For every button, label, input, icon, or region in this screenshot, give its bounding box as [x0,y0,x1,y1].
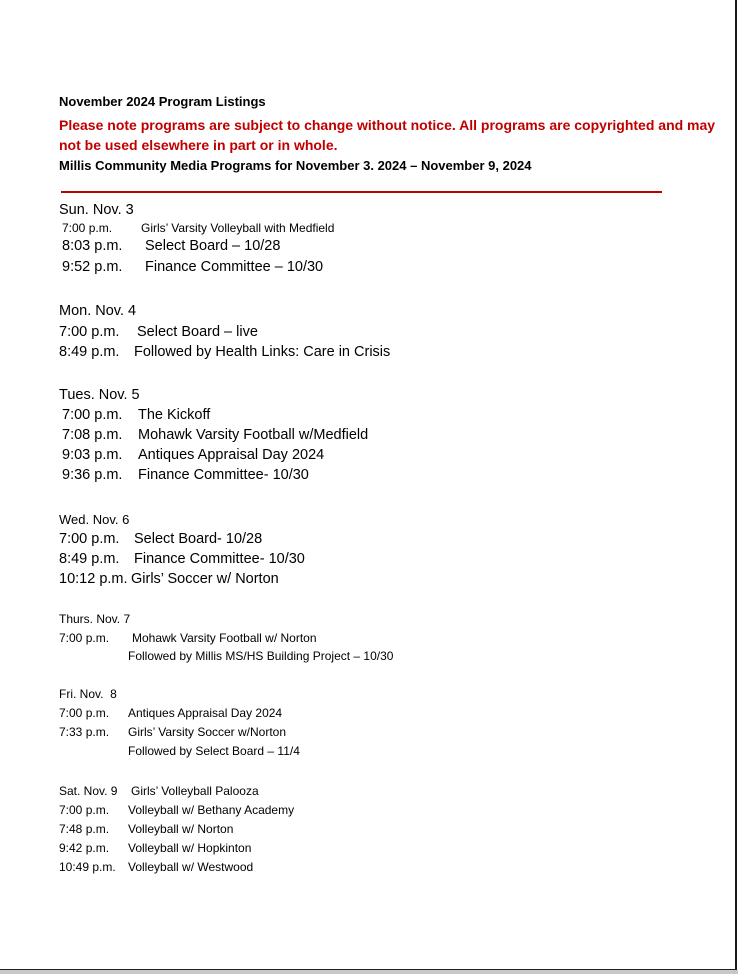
program-title: Antiques Appraisal Day 2024 [128,706,283,720]
program-title: Followed by Millis MS/HS Building Project – 10/30 [128,649,394,663]
day-label: Thurs. Nov. 7 [59,612,131,626]
page-bottom-edge [0,970,738,974]
program-time: 7:08 p.m. [62,427,123,443]
program-time: 7:00 p.m. [59,631,110,645]
page-title: November 2024 Program Listings [59,94,266,109]
program-title: Finance Committee- 10/30 [134,551,305,567]
program-time: 9:52 p.m. [62,259,123,275]
program-title: Volleyball w/ Norton [128,822,234,836]
day-label: Mon. Nov. 4 [59,303,137,319]
notice-line-2: not be used elsewhere in part or in whole. [59,137,338,153]
program-title: Volleyball w/ Hopkinton [128,841,252,855]
program-title: Antiques Appraisal Day 2024 [138,447,325,463]
schedule-subtitle: Millis Community Media Programs for November 3. 2024 – November 9, 2024 [59,158,532,173]
program-time: 9:36 p.m. [62,467,123,483]
separator-line [61,191,662,193]
program-title: Followed by Health Links: Care in Crisis [134,344,391,360]
program-title: Finance Committee – 10/30 [145,259,324,275]
program-time: 10:49 p.m. [59,860,116,874]
program-time: 7:33 p.m. [59,725,110,739]
program-time: 9:03 p.m. [62,447,123,463]
program-title: Volleyball w/ Bethany Academy [128,803,295,817]
program-time: 10:12 p.m. [59,571,128,587]
program-time: 7:00 p.m. [59,324,120,340]
day-label: Tues. Nov. 5 [59,387,140,403]
day-label: Sat. Nov. 9 [59,784,118,798]
program-title: Girls’ Varsity Volleyball with Medfield [141,221,335,235]
day-subtitle: Girls’ Volleyball Palooza [131,784,259,798]
program-time: 9:42 p.m. [59,841,110,855]
program-title: Followed by Select Board – 11/4 [128,744,300,758]
program-title: Volleyball w/ Westwood [128,860,254,874]
program-title: Select Board – live [137,324,258,340]
program-title: Mohawk Varsity Football w/Medfield [138,427,369,443]
day-label: Fri. Nov. 8 [59,687,117,701]
program-time: 8:03 p.m. [62,238,123,254]
program-title: Select Board- 10/28 [134,531,263,547]
program-title: Girls’ Soccer w/ Norton [131,571,279,587]
program-time: 7:00 p.m. [59,706,110,720]
program-title: The Kickoff [138,407,211,423]
day-label: Wed. Nov. 6 [59,512,130,527]
notice-line-1: Please note programs are subject to change without notice. All programs are copyrighted and may [59,117,716,133]
program-title: Finance Committee- 10/30 [138,467,309,483]
program-time: 8:49 p.m. [59,551,120,567]
program-time: 8:49 p.m. [59,344,120,360]
program-time: 7:00 p.m. [59,531,120,547]
day-label: Sun. Nov. 3 [59,202,134,218]
program-time: 7:00 p.m. [62,407,123,423]
program-title: Girls’ Varsity Soccer w/Norton [128,725,287,739]
program-title: Mohawk Varsity Football w/ Norton [132,631,317,645]
program-time: 7:00 p.m. [62,221,113,235]
program-time: 7:48 p.m. [59,822,110,836]
program-time: 7:00 p.m. [59,803,110,817]
program-title: Select Board – 10/28 [145,238,281,254]
